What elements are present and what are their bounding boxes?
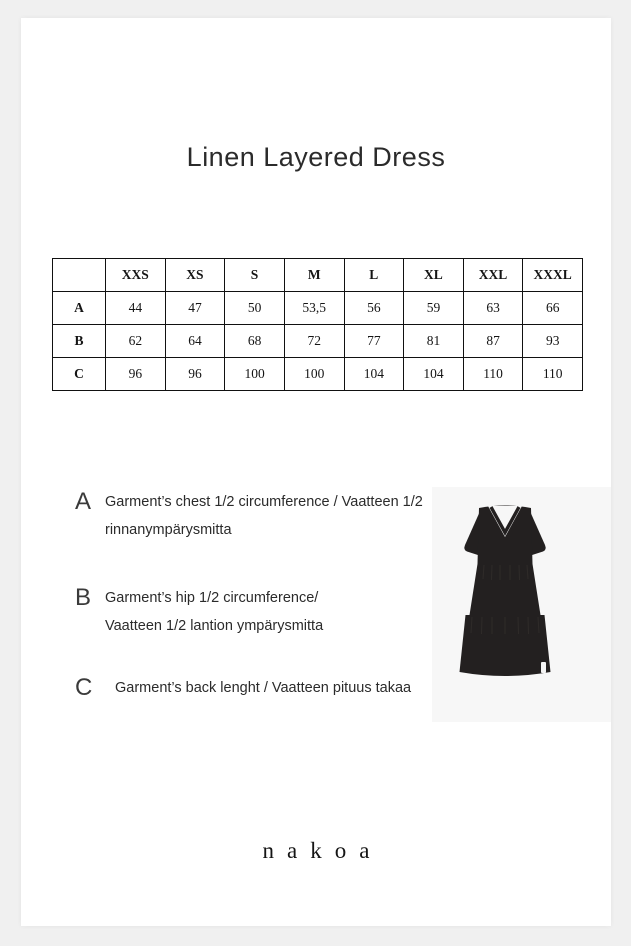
legend-text-b	[105, 584, 323, 640]
measurement-value: 59	[404, 292, 464, 325]
measurement-value: 104	[404, 358, 464, 391]
measurement-row-label: B	[53, 325, 106, 358]
measurement-value: 66	[523, 292, 583, 325]
measurement-value: 100	[284, 358, 344, 391]
measurement-row-label: C	[53, 358, 106, 391]
size-column-header: XL	[404, 259, 464, 292]
size-table-corner-cell	[53, 259, 106, 292]
measurement-value: 68	[225, 325, 285, 358]
measurement-value: 63	[463, 292, 523, 325]
measurement-value: 56	[344, 292, 404, 325]
legend-item-b	[75, 584, 455, 640]
legend-text-c-line1: Garment’s back lenght / Vaatteen pituus takaa	[115, 680, 412, 696]
legend-letter-c: C	[75, 674, 93, 701]
legend-text-b-line2: Vaatteen 1/2 lantion ympärysmitta	[105, 618, 324, 634]
size-column-header: XS	[165, 259, 225, 292]
measurement-value: 72	[284, 325, 344, 358]
table-row	[53, 325, 583, 358]
measurement-row-label: A	[53, 292, 106, 325]
legend-text-b-line1: Garment’s hip 1/2 circumference/	[105, 590, 319, 606]
legend-text-a-line1: Garment’s chest 1/2 circumference / Vaatteen 1/2	[105, 494, 423, 510]
size-column-header: XXL	[463, 259, 523, 292]
hem-tag	[541, 662, 546, 673]
size-column-header: XXS	[106, 259, 166, 292]
legend-text-a-line2: rinnanympärysmitta	[105, 522, 232, 538]
dress-image	[432, 487, 611, 722]
measurement-value: 93	[523, 325, 583, 358]
size-column-header: L	[344, 259, 404, 292]
brand-logo: nakoa	[262, 838, 383, 863]
measurement-value: 96	[165, 358, 225, 391]
measurement-value: 44	[106, 292, 166, 325]
table-row	[53, 358, 583, 391]
legend-letter-b: B	[75, 584, 92, 611]
measurement-value: 87	[463, 325, 523, 358]
measurement-value: 50	[225, 292, 285, 325]
measurement-value: 96	[106, 358, 166, 391]
size-column-header: S	[225, 259, 285, 292]
measurement-value: 64	[165, 325, 225, 358]
table-row	[53, 292, 583, 325]
legend-letter-a: A	[75, 488, 92, 515]
size-column-header: XXXL	[523, 259, 583, 292]
measurement-value: 81	[404, 325, 464, 358]
product-photo	[432, 487, 611, 722]
page-title: Linen Layered Dress	[186, 142, 446, 172]
measurement-value: 110	[523, 358, 583, 391]
size-column-header: M	[284, 259, 344, 292]
measurement-value: 110	[463, 358, 523, 391]
measurement-value: 100	[225, 358, 285, 391]
legend-text-a	[105, 488, 423, 544]
size-guide-card	[21, 18, 611, 926]
measurement-value: 62	[106, 325, 166, 358]
legend-item-c	[75, 674, 455, 702]
legend-text-c	[105, 674, 411, 702]
legend-item-a	[75, 488, 455, 544]
measurement-value: 104	[344, 358, 404, 391]
measurement-value: 77	[344, 325, 404, 358]
size-table	[52, 258, 583, 391]
size-table-header-row	[53, 259, 583, 292]
measurement-value: 47	[165, 292, 225, 325]
measurement-value: 53,5	[284, 292, 344, 325]
